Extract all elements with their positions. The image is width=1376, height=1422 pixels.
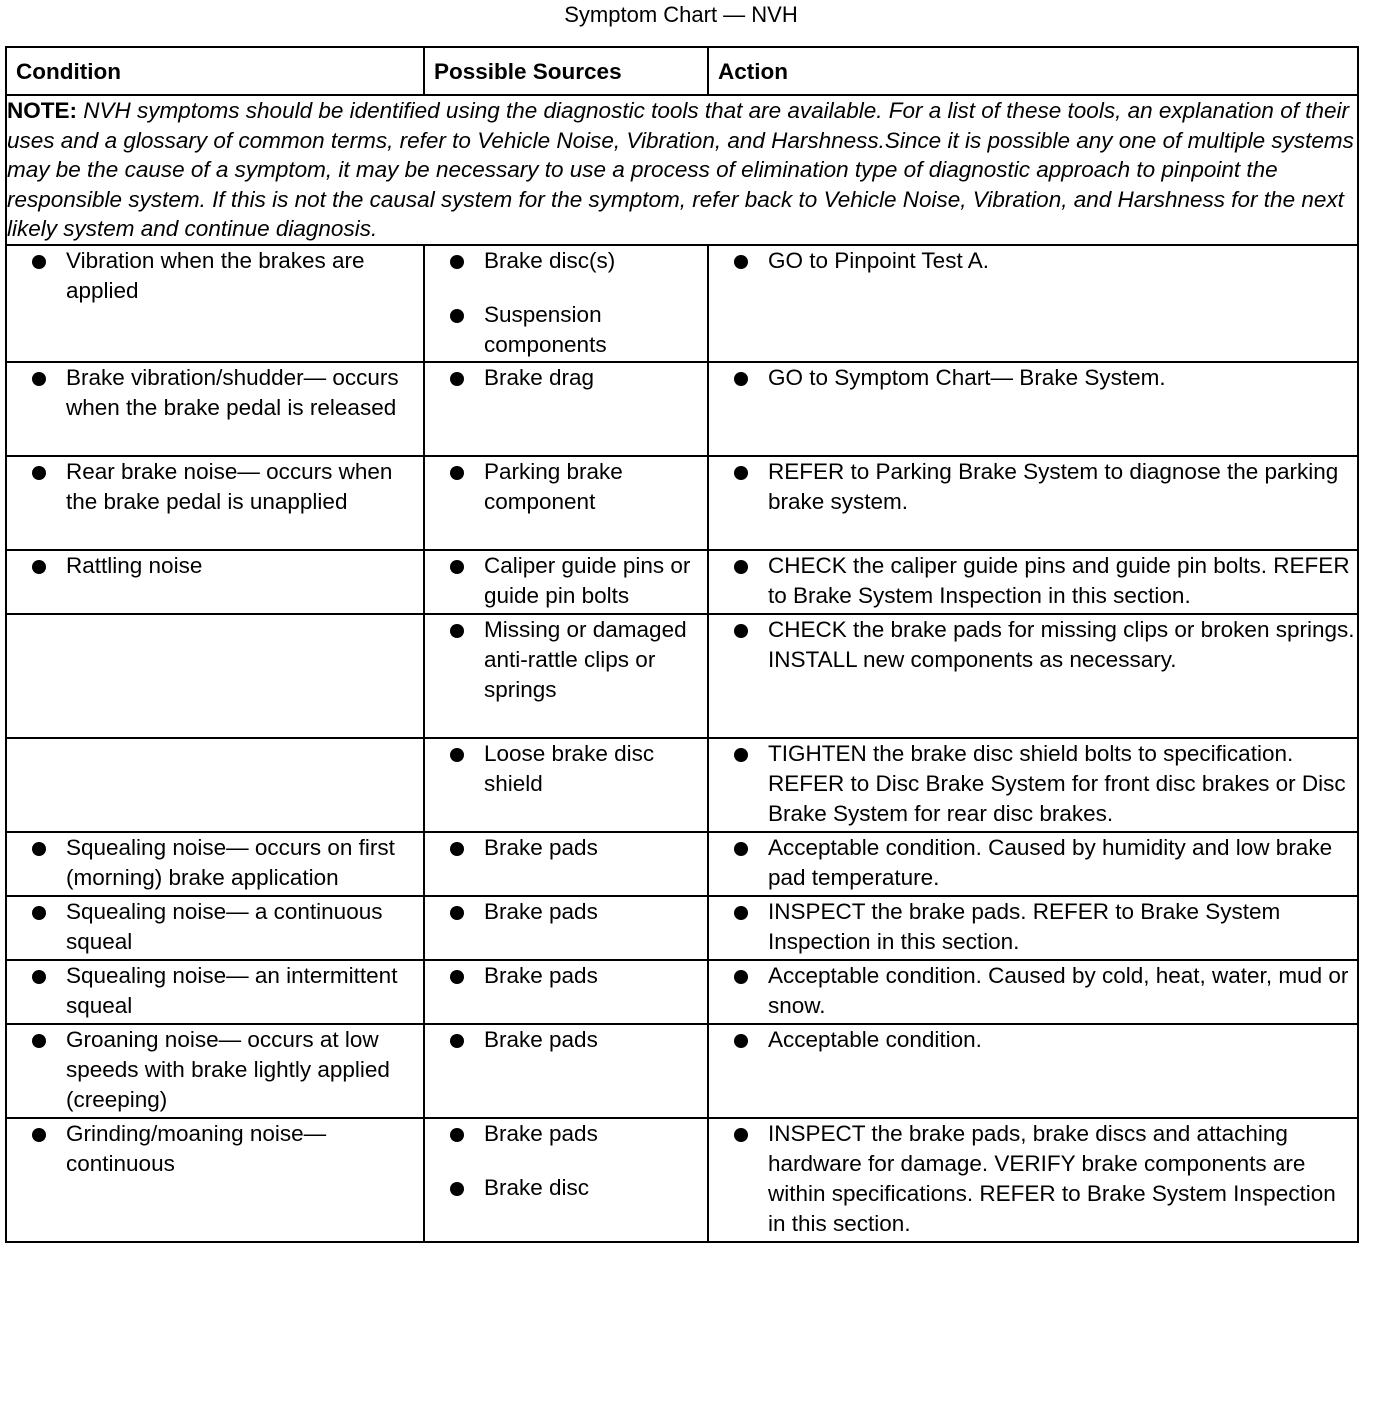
sources-cell bbox=[424, 832, 708, 896]
list-item bbox=[709, 457, 1357, 517]
condition-cell-empty bbox=[6, 614, 424, 738]
action-text: INSPECT the brake pads. REFER to Brake System Inspection in this section. bbox=[768, 898, 1281, 954]
list-item bbox=[425, 363, 707, 393]
table-row bbox=[6, 1024, 1358, 1118]
condition-text: Vibration when the brakes are applied bbox=[66, 247, 365, 303]
note-text: NVH symptoms should be identified using the diagnostic tools that are available. For a list of these tools, an explanation of their uses and a glossary of common terms, refer to Vehicle Noise, Vibration, and Harshness.Since it is possible any one of multiple systems may be the cause of a symptom, it may be necessary to use a process of elimination type of diagnostic approach to pinpoint the responsible system. If this is not the causal system for the symptom, refer back to Vehicle Noise, Vibration, and Harshness for the next likely system and continue diagnosis. bbox=[7, 98, 1354, 241]
action-cell bbox=[708, 456, 1358, 550]
bullet-icon bbox=[450, 906, 464, 920]
table-row bbox=[6, 362, 1358, 456]
sources-cell bbox=[424, 456, 708, 550]
action-text: Acceptable condition. Caused by humidity and low brake pad temperature. bbox=[768, 834, 1333, 890]
list-item bbox=[425, 961, 707, 991]
action-text: Acceptable condition. Caused by cold, heat, water, mud or snow. bbox=[768, 962, 1349, 1018]
condition-cell bbox=[6, 1024, 424, 1118]
header-possible-sources: Possible Sources bbox=[424, 47, 708, 95]
table-row bbox=[6, 245, 1358, 362]
list-item bbox=[425, 1119, 707, 1149]
action-text: GO to Pinpoint Test A. bbox=[768, 247, 989, 273]
table-row bbox=[6, 738, 1358, 832]
source-text: Loose brake disc shield bbox=[484, 740, 655, 796]
condition-cell-empty bbox=[6, 738, 424, 832]
header-action: Action bbox=[708, 47, 1358, 95]
list-item bbox=[425, 457, 707, 517]
list-item bbox=[425, 739, 707, 799]
list-item bbox=[709, 897, 1357, 957]
bullet-icon bbox=[734, 970, 748, 984]
bullet-icon bbox=[734, 255, 748, 269]
condition-text: Rear brake noise— occurs when the brake pedal is unapplied bbox=[66, 458, 393, 514]
source-text: Parking brake component bbox=[484, 458, 623, 514]
action-cell bbox=[708, 362, 1358, 456]
list-item bbox=[425, 300, 707, 360]
page-title: Symptom Chart — NVH bbox=[564, 2, 798, 27]
list-item bbox=[709, 551, 1357, 611]
condition-cell bbox=[6, 960, 424, 1024]
table-row bbox=[6, 832, 1358, 896]
condition-text: Groaning noise— occurs at low speeds with brake lightly applied (creeping) bbox=[66, 1026, 390, 1112]
action-cell bbox=[708, 896, 1358, 960]
source-text: Brake pads bbox=[484, 962, 598, 988]
condition-cell bbox=[6, 832, 424, 896]
action-cell bbox=[708, 832, 1358, 896]
list-item bbox=[709, 833, 1357, 893]
bullet-icon bbox=[32, 906, 46, 920]
source-text: Caliper guide pins or guide pin bolts bbox=[484, 552, 691, 608]
action-text: INSPECT the brake pads, brake discs and attaching hardware for damage. VERIFY brake components are within specifications. REFER to Brake System Inspection in this section. bbox=[768, 1120, 1336, 1236]
bullet-icon bbox=[450, 255, 464, 269]
note-cell bbox=[6, 95, 1358, 245]
bullet-icon bbox=[450, 970, 464, 984]
sources-cell bbox=[424, 896, 708, 960]
bullet-icon bbox=[734, 906, 748, 920]
action-cell bbox=[708, 1024, 1358, 1118]
list-item bbox=[7, 246, 423, 306]
condition-text: Squealing noise— a continuous squeal bbox=[66, 898, 383, 954]
bullet-icon bbox=[734, 842, 748, 856]
table-row bbox=[6, 550, 1358, 614]
list-item bbox=[425, 1025, 707, 1055]
table-row bbox=[6, 960, 1358, 1024]
condition-text: Grinding/moaning noise— continuous bbox=[66, 1120, 327, 1176]
sources-cell bbox=[424, 1024, 708, 1118]
bullet-icon bbox=[450, 1034, 464, 1048]
bullet-icon bbox=[32, 842, 46, 856]
sources-cell bbox=[424, 738, 708, 832]
action-text: TIGHTEN the brake disc shield bolts to specification. REFER to Disc Brake System for front disc brakes or Disc Brake System for rear disc brakes. bbox=[768, 740, 1346, 826]
source-text: Brake drag bbox=[484, 364, 595, 390]
sources-cell bbox=[424, 960, 708, 1024]
bullet-icon bbox=[32, 372, 46, 386]
bullet-icon bbox=[32, 466, 46, 480]
bullet-icon bbox=[734, 1128, 748, 1142]
bullet-icon bbox=[32, 1034, 46, 1048]
list-item bbox=[425, 833, 707, 863]
sources-cell bbox=[424, 245, 708, 362]
condition-text: Brake vibration/shudder— occurs when the brake pedal is released bbox=[66, 364, 399, 420]
condition-cell bbox=[6, 362, 424, 456]
list-item bbox=[7, 1025, 423, 1115]
source-text: Brake pads bbox=[484, 1026, 598, 1052]
action-cell bbox=[708, 1118, 1358, 1242]
bullet-icon bbox=[450, 624, 464, 638]
condition-cell bbox=[6, 456, 424, 550]
bullet-icon bbox=[450, 1128, 464, 1142]
bullet-icon bbox=[734, 372, 748, 386]
bullet-icon bbox=[450, 309, 464, 323]
list-item bbox=[709, 363, 1357, 393]
list-item bbox=[709, 246, 1357, 276]
table-row bbox=[6, 896, 1358, 960]
list-item bbox=[7, 897, 423, 957]
list-item bbox=[709, 961, 1357, 1021]
table-row bbox=[6, 1118, 1358, 1242]
list-item bbox=[7, 833, 423, 893]
bullet-icon bbox=[734, 466, 748, 480]
sources-cell bbox=[424, 614, 708, 738]
list-item bbox=[7, 457, 423, 517]
header-row bbox=[6, 47, 1358, 95]
bullet-icon bbox=[450, 748, 464, 762]
table-row bbox=[6, 456, 1358, 550]
bullet-icon bbox=[450, 466, 464, 480]
bullet-icon bbox=[450, 1182, 464, 1196]
action-cell bbox=[708, 614, 1358, 738]
list-item bbox=[7, 363, 423, 423]
bullet-icon bbox=[734, 1034, 748, 1048]
note-label: NOTE: bbox=[7, 98, 77, 123]
source-text: Brake disc bbox=[484, 1174, 590, 1200]
condition-text: Rattling noise bbox=[66, 552, 203, 578]
bullet-icon bbox=[450, 842, 464, 856]
action-text: CHECK the caliper guide pins and guide pin bolts. REFER to Brake System Inspection in this section. bbox=[768, 552, 1350, 608]
bullet-icon bbox=[734, 748, 748, 762]
list-item bbox=[709, 1119, 1357, 1239]
condition-text: Squealing noise— an intermittent squeal bbox=[66, 962, 398, 1018]
list-item bbox=[425, 897, 707, 927]
list-item bbox=[425, 246, 707, 276]
condition-text: Squealing noise— occurs on first (morning) brake application bbox=[66, 834, 395, 890]
bullet-icon bbox=[450, 560, 464, 574]
action-text: REFER to Parking Brake System to diagnose the parking brake system. bbox=[768, 458, 1339, 514]
condition-cell bbox=[6, 245, 424, 362]
bullet-icon bbox=[32, 1128, 46, 1142]
source-text: Brake pads bbox=[484, 834, 598, 860]
list-item bbox=[709, 615, 1357, 675]
source-text: Missing or damaged anti-rattle clips or springs bbox=[484, 616, 687, 702]
source-text: Suspension components bbox=[484, 301, 607, 357]
bullet-icon bbox=[32, 970, 46, 984]
action-text: Acceptable condition. bbox=[768, 1026, 982, 1052]
list-item bbox=[7, 961, 423, 1021]
header-condition: Condition bbox=[6, 47, 424, 95]
note-row bbox=[6, 95, 1358, 245]
symptom-chart-table bbox=[5, 46, 1359, 1243]
condition-cell bbox=[6, 896, 424, 960]
list-item bbox=[7, 551, 423, 581]
action-cell bbox=[708, 960, 1358, 1024]
bullet-icon bbox=[734, 560, 748, 574]
action-cell bbox=[708, 738, 1358, 832]
sources-cell bbox=[424, 362, 708, 456]
action-text: GO to Symptom Chart— Brake System. bbox=[768, 364, 1166, 390]
bullet-icon bbox=[32, 255, 46, 269]
bullet-icon bbox=[32, 560, 46, 574]
bullet-icon bbox=[734, 624, 748, 638]
condition-cell bbox=[6, 1118, 424, 1242]
list-item bbox=[7, 1119, 423, 1179]
source-text: Brake pads bbox=[484, 898, 598, 924]
action-text: CHECK the brake pads for missing clips or broken springs. INSTALL new components as necessary. bbox=[768, 616, 1355, 672]
list-item bbox=[425, 1173, 707, 1203]
sources-cell bbox=[424, 550, 708, 614]
condition-cell bbox=[6, 550, 424, 614]
list-item bbox=[425, 615, 707, 705]
list-item bbox=[709, 739, 1357, 829]
source-text: Brake disc(s) bbox=[484, 247, 616, 273]
action-cell bbox=[708, 245, 1358, 362]
bullet-icon bbox=[450, 372, 464, 386]
table-row bbox=[6, 614, 1358, 738]
list-item bbox=[425, 551, 707, 611]
sources-cell bbox=[424, 1118, 708, 1242]
action-cell bbox=[708, 550, 1358, 614]
list-item bbox=[709, 1025, 1357, 1055]
source-text: Brake pads bbox=[484, 1120, 598, 1146]
